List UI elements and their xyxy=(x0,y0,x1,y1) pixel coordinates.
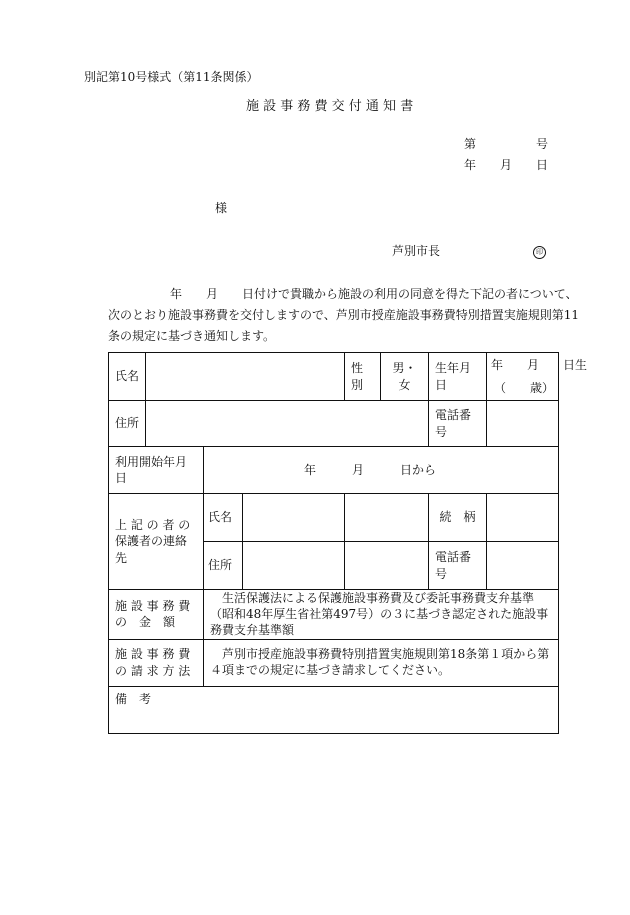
birthdate-value: 年 月 日生 xyxy=(491,358,588,373)
claim-method-label-line-2: の 請 求 方 法 xyxy=(115,663,191,678)
claim-method-text: 芦別市授産施設事務費特別措置実施規則第18条第１項から第４項までの規定に基づき請求してください。 xyxy=(204,639,559,686)
body-line-3: 条の規定に基づき通知します。 xyxy=(108,329,276,343)
fee-amount-label xyxy=(109,590,204,640)
doc-number-dai: 第 xyxy=(464,137,477,151)
sex-field[interactable]: 男・女 xyxy=(381,353,429,401)
guardian-label-line-2: 保護者の連絡先 xyxy=(115,534,188,565)
birthdate-field[interactable] xyxy=(487,353,588,401)
remarks-field[interactable] xyxy=(109,686,559,733)
sender-name: 芦別市長 xyxy=(392,244,441,258)
seal-mark xyxy=(533,243,546,259)
name-field[interactable] xyxy=(146,353,345,401)
guardian-address-field[interactable] xyxy=(204,542,345,590)
start-date-label: 利用開始年月日 xyxy=(109,447,204,494)
guardian-phone-label: 電話番号 xyxy=(429,542,487,590)
start-date-field[interactable]: 年 月 日から xyxy=(204,447,559,494)
seal-icon: 印 xyxy=(533,246,546,259)
remarks-label: 備 考 xyxy=(115,691,152,706)
fee-amount-label-line-2: の 金 額 xyxy=(115,615,176,630)
guardian-phone-field[interactable] xyxy=(487,542,559,590)
body-line-2: 次のとおり施設事務費を交付しますので、芦別市授産施設事務費特別措置実施規則第11 xyxy=(108,308,580,322)
claim-method-label xyxy=(109,639,204,686)
fee-amount-label-line-1: 施 設 事 務 費 xyxy=(115,599,191,614)
address-label: 住所 xyxy=(109,401,146,447)
sex-label: 性別 xyxy=(345,353,381,401)
guardian-address-label: 住所 xyxy=(204,542,243,589)
phone-field[interactable] xyxy=(487,401,559,447)
guardian-name-label: 氏名 xyxy=(204,494,243,541)
addressee-suffix: 様 xyxy=(215,201,228,215)
document-title: 施 設 事 務 費 交 付 通 知 書 xyxy=(246,99,414,114)
name-label: 氏名 xyxy=(109,353,146,401)
fee-amount-text: 生活保護法による保護施設事務費及び委託事務費支弁基準（昭和48年厚生省社第497号）の３に基づき認定された施設事務費支弁基準額 xyxy=(204,590,559,640)
guardian-name-field[interactable] xyxy=(204,494,345,542)
guardian-label-line-1: 上 記 の 者 の xyxy=(115,518,191,533)
guardian-name-value-field[interactable] xyxy=(345,494,429,542)
body-line-1: 年 月 日付けで貴職から施設の利用の同意を得た下記の者について、 xyxy=(170,287,578,301)
doc-number-go: 号 xyxy=(536,137,549,151)
phone-label: 電話番号 xyxy=(429,401,487,447)
notice-form-table xyxy=(108,352,588,734)
relation-field[interactable] xyxy=(487,494,559,542)
guardian-contact-label xyxy=(109,494,204,590)
claim-method-label-line-1: 施 設 事 務 費 xyxy=(115,647,191,662)
form-reference: 別記第10号様式（第11条関係） xyxy=(84,70,259,84)
date-year: 年 xyxy=(464,158,477,172)
age-value: （ 歳） xyxy=(493,380,554,395)
date-month: 月 xyxy=(500,158,513,172)
relation-label: 続 柄 xyxy=(429,494,487,542)
date-day: 日 xyxy=(536,158,549,172)
birthdate-label: 生年月日 xyxy=(429,353,487,401)
guardian-address-value-field[interactable] xyxy=(345,542,429,590)
address-field[interactable] xyxy=(146,401,429,447)
